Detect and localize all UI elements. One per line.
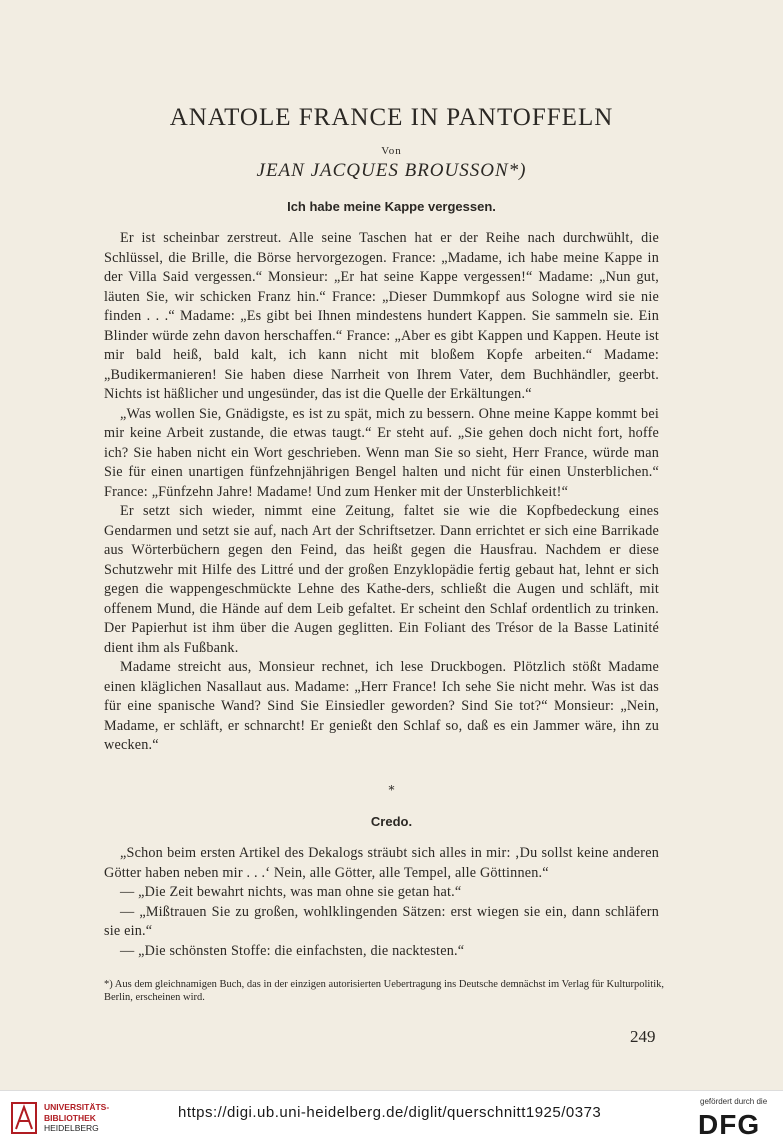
section-heading-credo: Credo.: [370, 814, 413, 829]
paragraph: — „Die Zeit bewahrt nichts, was man ohne sie getan hat.“: [120, 884, 462, 900]
paragraph: Er setzt sich wieder, nimmt eine Zeitung, faltet sie wie die Kopfbedeckung eines Gendarmen und setzt sie auf, nach Art der Schriftsetzer. Dann errichtet er sich eine Barrikade aus Wörterbüchern gegen den Feind, das heißt gegen die Hausfrau. Nachdem er diese Schutzwehr mit Hilfe des Littré und der großen Enzyklopädie fertig gebaut hat, lehnt er sich gegen die wappengeschmückte Lehne des Kathe-ders, schließt die Augen und schläft, mit offenem Mund, die Hände auf dem Leib gefaltet. Er scheint den Schlaf ordentlich zu trinken. Der Papierhut ist ihm über die Augen geglitten. Ein Foliant des Trésor de la Basse Latinité dient ihm als Fußbank.: [104, 503, 659, 656]
library-name: [44, 1102, 109, 1134]
dfg-logo[interactable]: DFG: [698, 1109, 761, 1140]
byline-prefix: Von: [381, 145, 402, 157]
viewer-footer: [0, 1090, 783, 1147]
paragraph: „Was wollen Sie, Gnädigste, es ist zu spät, mich zu bessern. Ohne meine Kappe kommt bei mir keine Arbeit zustande, die etwas taugt.“ Er steht auf. „Sie gehen doch nicht fort, hoffe ich? Sie haben nicht ein Wort geschrieben. Wenn man Sie so sieht, Herr France, würde man Sie für einen unartigen fünfzehnjährigen Bengel halten und nicht für einen Unsterblichen.“ France: „Fünfzehn Jahre! Madame! Und zum Henker mit der Unsterblichkeit!“: [104, 405, 659, 500]
permalink-url[interactable]: https://digi.ub.uni-heidelberg.de/diglit/querschnitt1925/0373: [178, 1104, 602, 1121]
university-library-logo-icon: [10, 1099, 38, 1137]
library-name-line3: HEIDELBERG: [44, 1123, 99, 1133]
page-number: 249: [630, 1027, 656, 1046]
section-body-kappe: [104, 229, 659, 756]
library-name-line1: UNIVERSITÄTS-: [44, 1102, 110, 1112]
paragraph: Madame streicht aus, Monsieur rechnet, ich lese Druckbogen. Plötzlich stößt Madame einen kläglichen Nasallaut aus. Madame: „Herr France! Ich sehe Sie nicht mehr. Was ist das für eine spanische Wand? Sind Sie Einsiedler geworden? Sind Sie tot?“ Monsieur: „Nein, Madame, er schläft, er schnarcht! Er genießt den Schlaf so, daß es ein Jammer wäre, ihn zu wecken.“: [104, 659, 659, 753]
article-title: ANATOLE FRANCE IN PANTOFFELN: [169, 104, 614, 131]
article-author: JEAN JACQUES BROUSSON*): [256, 160, 527, 181]
section-heading-kappe: Ich habe meine Kappe vergessen.: [287, 199, 496, 214]
paragraph: „Schon beim ersten Artikel des Dekalogs sträubt sich alles in mir: ‚Du sollst keine anderen Götter haben neben mir . . .‘ Nein, alle Götter, alle Tempel, alle Göttinnen.“: [104, 845, 659, 881]
section-separator: *: [388, 783, 395, 797]
paragraph: Er ist scheinbar zerstreut. Alle seine Taschen hat er der Reihe nach durchwühlt, die Schlüssel, die Brille, die Börse hervorgezogen. France: „Madame, ich habe meine Kappe in der Villa Said vergessen.“ Monsieur: „Er hat seine Kappe vergessen!“ Madame: „Nun gut, läuten Sie, wir schicken Franz hin.“ France: „Dieser Dummkopf aus Sologne wird sie nie finden . . .“ Madame: „Es gibt bei Ihnen mindestens hundert Kappen. Sie sammeln sie. Ein Blinder würde zehn davon herschaffen.“ France: „Aber es gibt Kappen und Kappen. Heute ist mir bald heiß, bald kalt, ich kann nicht mit bloßem Kopfe arbeiten.“ Madame: „Budikermanieren! Sie haben diese Narrheit von Ihrem Vater, dem Buchhändler, geerbt. Nichts ist häßlicher und ungesünder, das ist die Quelle der Erkältungen.“: [104, 230, 659, 402]
library-name-line2: BIBLIOTHEK: [44, 1112, 96, 1123]
funder-label: gefördert durch die: [700, 1097, 768, 1106]
paragraph: — „Mißtrauen Sie zu großen, wohlklingenden Sätzen: erst wiegen sie ein, dann schläfern sie ein.“: [104, 903, 659, 939]
section-body-credo: [104, 844, 659, 961]
paragraph: — „Die schönsten Stoffe: die einfachsten, die nacktesten.“: [120, 942, 465, 959]
footnote: *) Aus dem gleichnamigen Buch, das in der einzigen autorisierten Uebertragung ins Deutsche demnächst im Verlag für Kulturpolitik, Berlin, erscheinen wird.: [104, 979, 664, 1003]
